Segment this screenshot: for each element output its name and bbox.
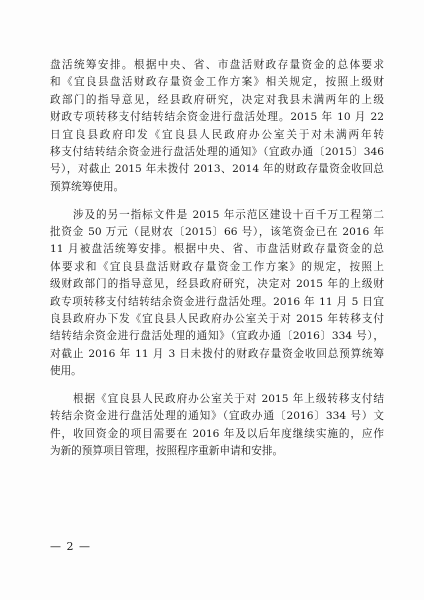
text-line: 预算统筹使用。 [50,180,125,193]
text-line: 11 月被盘活统筹安排。根据中央、省、市盘活财政存量资金的总 [50,243,384,256]
text-line: 良县政府办下发《宜良县人民政府办公室关于对 2015 年转移支付 [50,312,384,325]
text-line: 政部门的指导意见，经县政府研究，决定对我县未满两年的上级 [50,93,384,106]
text-line: 和《宜良县盘活财政存量资金工作方案》相关规定，按照上级财 [50,76,384,89]
paragraph-1 [50,57,384,196]
paragraph-3 [50,391,384,461]
text-line: 结转结余资金进行盘活处理的通知》（宜政办通〔2016〕334 号）， [50,330,384,343]
text-line: 批资金 50 万元（昆财农〔2015〕66 号），该笔资金已在 2016 年 [50,226,384,239]
text-line: 体要求和《宜良县盘活财政存量资金工作方案》的规定，按照上 [50,260,384,273]
text-line: 盘活统筹安排。根据中央、省、市盘活财政存量资金的总体要求 [50,59,384,71]
paragraph-2 [50,207,384,381]
text-line: 级财政部门的指导意见，经县政府研究，决定对 2015 年的上级财 [50,278,384,291]
page-number: — 2 — [50,540,91,553]
text-line: 号），对截止 2015 年未拨付 2013、2014 年的财政存量资金收回总 [50,163,384,176]
text-line: 日宜良县政府印发《宜良县人民政府办公室关于对未满两年转 [50,128,384,141]
text-line: 根据《宜良县人民政府办公室关于对 2015 年上级转移支付结 [50,393,384,406]
body-text [50,57,384,461]
text-line: 使用。 [50,365,82,378]
text-line: 对截止 2016 年 11 月 3 日未拨付的财政存量资金收回总预算统筹 [50,347,384,360]
text-line: 财政专项转移支付结转结余资金进行盘活处理。2015 年 10 月 22 [50,111,384,124]
text-line: 政专项转移支付结转结余资金进行盘活处理。2016 年 11 月 5 日宜 [50,295,384,308]
text-line: 移支付结转结余资金进行盘活处理的通知》（宜政办通〔2015〕346 [50,145,384,158]
text-line: 件，收回资金的项目需要在 2016 年及以后年度继续实施的，应作 [50,427,384,440]
text-line: 为新的预算项目管理，按照程序重新申请和安排。 [50,445,284,458]
text-line: 转结余资金进行盘活处理的通知》（宜政办通〔2016〕334 号）文 [50,410,384,423]
text-line: 涉及的另一指标文件是 2015 年示范区建设十百千万工程第二 [50,208,384,221]
